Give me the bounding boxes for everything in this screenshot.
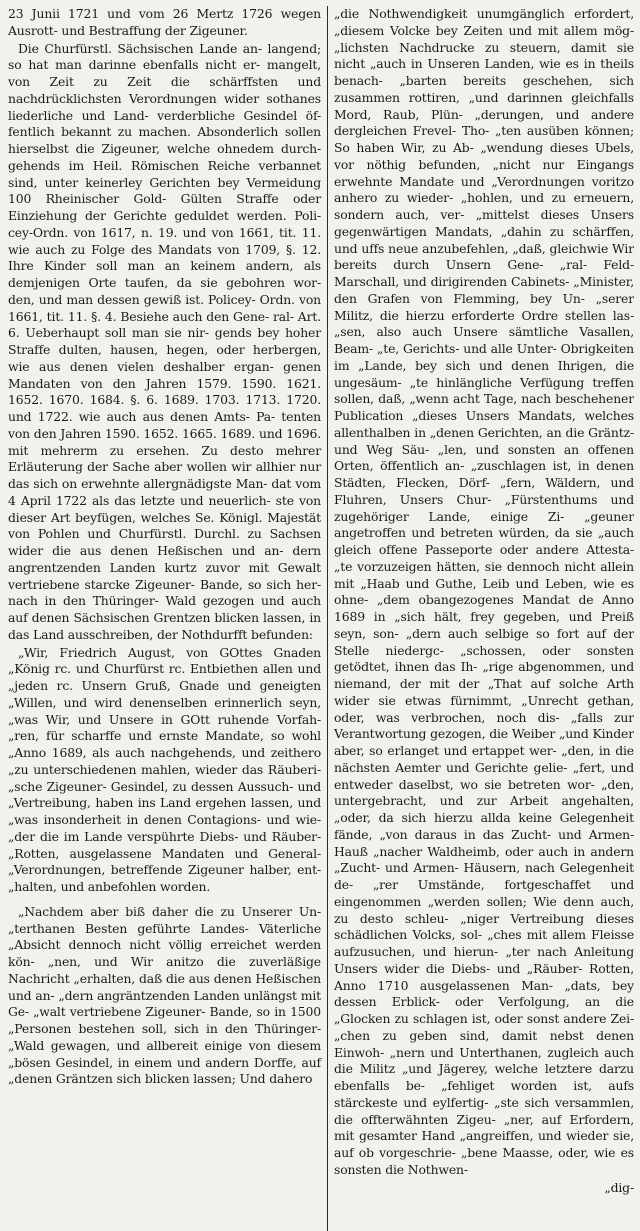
right-paragraph-1: „die Nothwendigkeit unumgänglich erfordert, „diesem Volcke bey Zeiten und mit allem mög- „lichsten Nachdrucke zu steuern, damit sie nicht „auch in Unseren Landen, wie es in theils benach- „barten bereits geschehen, sich zusammen rottiren, „und darinnen gleichfalls Mord, Raub, Plün- „derungen, und andere dergleichen Frevel- Tho- „ten ausüben können; So haben Wir, zu Ab- „wendung dieses Ubels, vor nöthig befunden, „nicht nur Eingangs erwehnte Mandate und „Verordnungen voritzo anhero zu wieder- „hohlen, und zu erneuern, sondern auch, ver- „mittelst dieses Unsers gegenwärtigen Mandats, „dahin zu schärffen, und uffs neue anzubefehlen, „daß, gleichwie Wir bereits durch Unsern Gene- „ral- Feld- Marschall, und dirigirenden Cabinets- „Minister, den Grafen von Flemming, bey Un- „serer Militz, die hierzu erforderte Ordre stellen las- „sen, also auch Unsere sämtliche Vasallen, Beam- „te, Gerichts- und alle Unter- Obrigkeiten im „Lande, bey sich und denen Ihrigen, die ungesäum- „te hinlängliche Verfügung treffen sollen, daß, „wenn acht Tage, nach beschehener Publication „dieses Unsers Mandats, welches allenthalben in „denen Gerichten, an die Gräntz- und Weg Säu- „len, und sonsten an offenen Orten, öffentlich an- „zuschlagen ist, in denen Städten, Flecken, Dörf- „fern, Wäldern, und Fluhren, Unsers Chur- „Fürstenthums und zugehöriger Lande, einige Zi- „geuner angetroffen und betreten würden, da sie „auch gleich offene Passeporte oder andere Attesta- „te vorzuzeigen hätten, sie dennoch nicht allein mit „Haab und Guthe, Leib und Leben, wie es ohne- „dem obangezogenes Mandat de Anno 1689 in „sich hält, frey gegeben, und Preiß seyn, son- „dern auch selbige so fort auf der Stelle niedergc- „schossen, oder sonsten getödtet, ihnen das Ih- „rige abgenommen, und niemand, der mit der „That auf solche Arth wider sie etwas fürnimmt, „Unrecht gethan, oder, was verbrochen, noch dis- „falls zur Verantwortung gezogen, die Weiber „und Kinder aber, so erlanget und ertappet wer- „den, in die nächsten Aemter und Gerichte gelie- „fert, und entweder daselbst, wo sie betreten wor- „den, untergebracht, und zur Arbeit angehalten, „oder, da sich hierzu allda keine Gelegenheit fände, „von daraus in das Zucht- und Armen- Hauß „nacher Waldheimb, oder auch in andern „Zucht- und Armen- Häusern, nach Gelegenheit de- „rer Umstände, fortgeschaffet und eingenommen „werden sollen; Wie denn auch, zu desto schleu- „niger Vertreibung dieses schädlichen Volcks, sol- „ches mit allem Fleisse aufzusuchen, und hierun- „ter nach Anleitung Unsers wider die Diebs- und „Räuber- Rotten, Anno 1710 ausgelassenen Man- „dats, bey dessen Erblick- oder Verfolgung, an die „Glocken zu schlagen ist, oder sonst andere Zei- „chen zu geben sind, damit nebst denen Einwoh- „nern und Unterthanen, zugleich auch die Militz „und Jägerey, welche letztere darzu ebenfalls be- „fehliget worden ist, aufs stärckeste und eylfertig- „ste sich versammlen, die offterwähnten Zigeu- „ner, auf Erfordern, mit gesamter Hand „angreiffen, und wieder sie, auf ob vorgeschrie- „bene Maasse, oder, wie es sonsten die Nothwen-: [334, 6, 634, 1177]
left-paragraph-2: Die Churfürstl. Sächsischen Lande an- langend; so hat man darinne ebenfalls nicht er- mangelt, von Zeit zu Zeit die schärffsten und nachdrücklichsten Verordnungen wider sothanes liederliche und Land- verderbliche Gesindel öf- fentlich bekannt zu machen. Absonderlich sollen hierselbst die Zigeuner, welche ohnedem durch- gehends im Heil. Römischen Reiche verbannet sind, unter keinerley Gerichten bey Vermeidung 100 Rheinischer Gold- Gülten Straffe oder Einziehung der Gerichte geduldet werden. Poli- cey-Ordn. von 1617, n. 19. und von 1661, tit. 11. wie auch zu Folge des Mandats von 1709, §. 12. Ihre Kinder soll man an keinem andern, als demjenigen Orte taufen, da sie gebohren wor- den, und man dessen gewiß ist. Policey- Ordn. von 1661, tit. 11. §. 4. Besiehe auch den Gene- ral- Art. 6. Ueberhaupt soll man sie nir- gends bey hoher Straffe dulten, hausen, hegen, oder herbergen, wie aus denen vielen deshalber ergan- genen Mandaten von den Jahren 1579. 1590. 1621. 1652. 1670. 1684. §. 6. 1689. 1703. 1713. 1720. und 1722. wie auch aus denen Amts- Pa- tenten von den Jahren 1590. 1652. 1665. 1689. und 1696. mit mehrerm zu ersehen. Zu desto mehrer Erläuterung der Sache aber wollen wir allhier nur das sich on erwehnte allergnädigste Man- dat vom 4 April 1722 als das letzte und neuerlich- ste von dieser Art beyfügen, welches Se. Königl. Majestät von Pohlen und Churfürstl. Durchl. zu Sachsen wider die aus denen Heßischen und an- dern angrentzenden Landen kurtz zuvor mit Gewalt vertriebene starcke Zigeuner- Bande, so sich her- nach in den Thüringer- Wald gezogen und auch auf denen Sächsischen Grentzen blicken lassen, in das Land ausschreiben, der Nothdurfft befunden:: [8, 40, 321, 642]
left-paragraph-4: „Nachdem aber biß daher die zu Unserer Un- „terthanen Besten geführte Landes- Väterliche „Absicht dennoch nicht völlig erreichet werden kön- „nen, und Wir anitzo die zuverläßige Nachricht „erhalten, daß die aus denen Heßischen und an- „dern angräntzenden Landen unlängst mit Ge- „walt vertriebene Zigeuner- Bande, so in 1500 „Personen bestehen soll, sich in den Thüringer- „Wald gewagen, und allbereit einige von diesem „bösen Gesindel, in einem und andern Dorffe, auf „denen Gräntzen sich blicken lassen; Und dahero: [8, 903, 321, 1087]
left-paragraph-1: 23 Junii 1721 und vom 26 Mertz 1726 wegen Ausrott- und Bestraffung der Zigeuner.: [8, 6, 321, 38]
right-column: [327, 6, 634, 1231]
left-paragraph-3: „Wir, Friedrich August, von GOttes Gnaden „König rc. und Churfürst rc. Entbiethen allen und „jeden rc. Unsern Gruß, Gnade und geneigten „Willen, und wird denenselben erinnerlich seyn, „was Wir, und Unsere in GOtt ruhende Vorfah- „ren, für scharffe und ernste Mandate, so wohl „Anno 1689, als auch nachgehends, und zeithero „zu unterschiedenen mahlen, wieder das Räuberi- „sche Zigeuner- Gesindel, zu dessen Aussuch- und „Vertreibung, haben ins Land ergehen lassen, und „was insonderheit in denen Contagions- und wie- „der die im Lande verspührte Diebs- und Räuber- „Rotten, ausgelassene Mandaten und General- „Verordnungen, betreffende Zigeuner halber, ent- „halten, und anbefohlen worden.: [8, 644, 321, 894]
catchword: „dig-: [604, 1179, 634, 1195]
left-column: [8, 6, 327, 1231]
